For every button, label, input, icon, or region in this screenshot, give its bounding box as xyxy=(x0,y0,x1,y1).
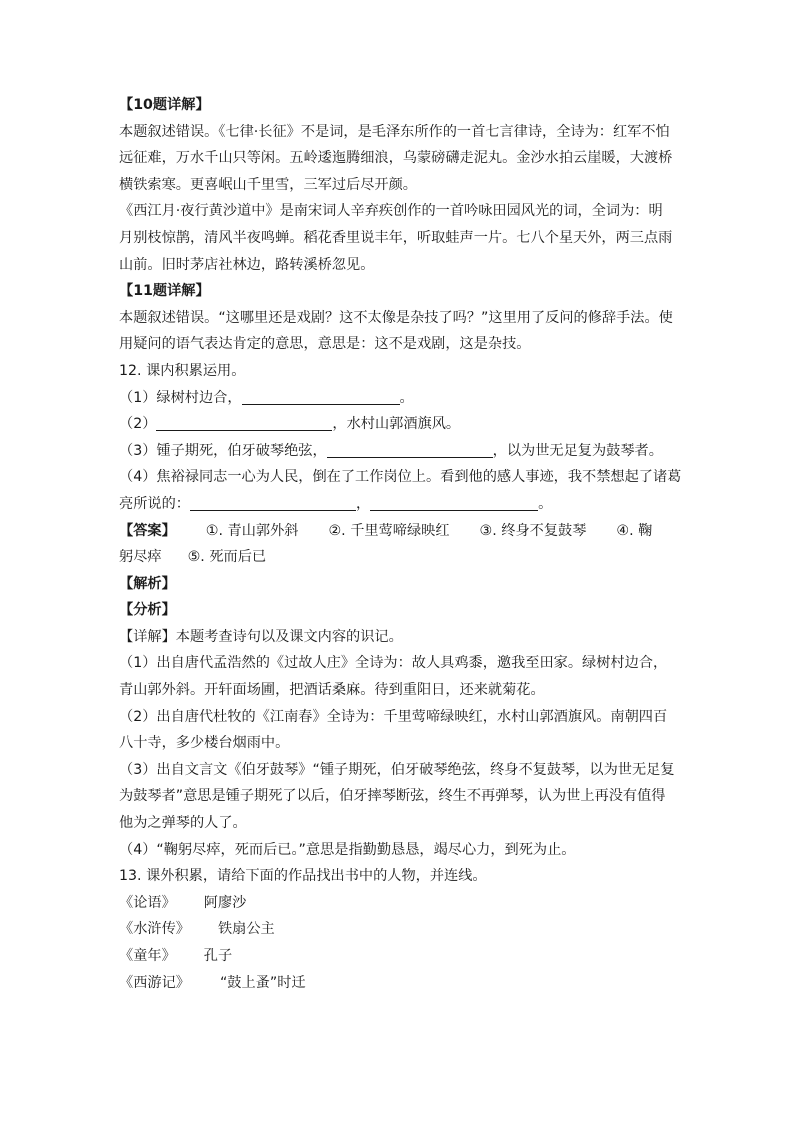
analysis-heading: 【解析】 xyxy=(119,575,176,592)
question-12-item-4-cont xyxy=(119,491,679,518)
paragraph-line: 青山郭外斜。开轩面场圃，把酒话桑麻。待到重阳日，还来就菊花。 xyxy=(119,682,545,699)
item-text: 亮所说的： xyxy=(119,495,190,512)
answer-item: ④. 鞠 xyxy=(616,522,653,539)
paragraph-line: （1）出自唐代孟浩然的《过故人庄》全诗为：故人具鸡黍，邀我至田家。绿树村边合， xyxy=(119,655,668,672)
paragraph-line: 山前。旧时茅店社林边，路转溪桥忽见。 xyxy=(119,256,375,273)
paragraph-line: 他为之弹琴的人了。 xyxy=(119,815,247,832)
match-row xyxy=(119,890,679,917)
paragraph-line: （3）出自文言文《伯牙鼓琴》“锺子期死，伯牙破琴绝弦，终身不复鼓琴，以为世无足复 xyxy=(119,761,675,778)
book-title: 《童年》 xyxy=(119,948,176,964)
answer-item: ②. 千里莺啼绿映红 xyxy=(328,522,450,539)
item-text: 。 xyxy=(399,389,414,406)
question-12-item-2 xyxy=(119,411,679,438)
answer-item: ①. 青山郭外斜 xyxy=(205,522,299,539)
answer-blank xyxy=(370,494,538,511)
item-text: 。 xyxy=(538,495,553,512)
item-text: ，以为世无足复为鼓琴者。 xyxy=(492,442,663,459)
section-heading-q10: 【10题详解】 xyxy=(119,97,210,113)
question-12-title: 12. 课内积累运用。 xyxy=(119,362,246,379)
book-title: 《西游记》 xyxy=(119,974,190,991)
answer-blank xyxy=(156,414,332,431)
book-title: 《水浒传》 xyxy=(119,921,190,938)
answer-item: 躬尽瘁 xyxy=(119,549,162,566)
answer-blank xyxy=(327,441,493,458)
match-row xyxy=(119,943,679,970)
book-title: 《论语》 xyxy=(119,894,176,911)
answer-line-cont xyxy=(119,544,679,571)
question-13-title: 13. 课外积累，请给下面的作品找出书中的人物，并连线。 xyxy=(119,868,487,885)
answer-blank xyxy=(242,388,400,405)
item-text: ， xyxy=(355,495,371,512)
character-name: 阿廖沙 xyxy=(203,894,247,911)
question-12-item-3 xyxy=(119,438,679,465)
section-heading-q11: 【11题详解】 xyxy=(119,283,210,300)
paragraph-line: 横铁索寒。更喜岷山千里雪，三军过后尽开颜。 xyxy=(119,176,417,193)
match-row xyxy=(119,916,679,943)
character-name: 铁扇公主 xyxy=(217,921,275,938)
question-12-item-4: （4）焦裕禄同志一心为人民，倒在了工作岗位上。看到他的感人事迹，我不禁想起了诸葛 xyxy=(119,469,682,486)
paragraph-line: 本题叙述错误。“这哪里还是戏剧？这不太像是杂技了吗？”这里用了反问的修辞手法。使 xyxy=(119,309,673,326)
answer-item: ③. 终身不复鼓琴 xyxy=(479,522,587,539)
answer-item: ⑤. 死而后已 xyxy=(187,549,267,566)
item-text: ，水村山郭酒旗风。 xyxy=(332,416,461,433)
detail-line: 【详解】本题考查诗句以及课文内容的识记。 xyxy=(119,628,403,645)
character-name: “鼓上蚤”时迁 xyxy=(219,974,306,991)
item-text: （3）锺子期死，伯牙破琴绝弦， xyxy=(119,442,327,459)
paragraph-line: 《西江月·夜行黄沙道中》是南宋词人辛弃疾创作的一首吟咏田园风光的词，全词为：明 xyxy=(119,203,663,220)
match-row xyxy=(119,970,679,997)
paragraph-line: 本题叙述错误。《七律·长征》不是词，是毛泽东所作的一首七言律诗，全诗为：红军不怕 xyxy=(119,123,670,140)
item-text: （2） xyxy=(119,416,157,433)
paragraph-line: 用疑问的语气表达肯定的意思，意思是：这不是戏剧，这是杂技。 xyxy=(119,336,531,353)
question-12-item-1 xyxy=(119,385,679,412)
document-content xyxy=(119,92,682,996)
paragraph-line: 八十寺，多少楼台烟雨中。 xyxy=(119,735,290,752)
answer-blank xyxy=(190,494,356,511)
fenxi-heading: 【分析】 xyxy=(119,602,176,619)
answer-label: 【答案】 xyxy=(119,522,176,539)
character-name: 孔子 xyxy=(203,948,233,964)
paragraph-line: 为鼓琴者”意思是锺子期死了以后，伯牙摔琴断弦，终生不再弹琴，认为世上再没有值得 xyxy=(119,788,666,805)
paragraph-line: （4）“鞠躬尽瘁，死而后已。”意思是指勤勤恳恳，竭尽心力，到死为止。 xyxy=(119,841,576,858)
paragraph-line: （2）出自唐代杜牧的《江南春》全诗为：千里莺啼绿映红，水村山郭酒旗风。南朝四百 xyxy=(119,708,668,725)
paragraph-line: 远征难，万水千山只等闲。五岭逶迤腾细浪，乌蒙磅礴走泥丸。金沙水拍云崖暖，大渡桥 xyxy=(119,150,673,167)
paragraph-line: 月别枝惊鹊，清风半夜鸣蝉。稻花香里说丰年，听取蛙声一片。七八个星天外，两三点雨 xyxy=(119,229,673,246)
item-text: （1）绿树村边合， xyxy=(119,389,242,406)
answer-line xyxy=(119,518,679,545)
